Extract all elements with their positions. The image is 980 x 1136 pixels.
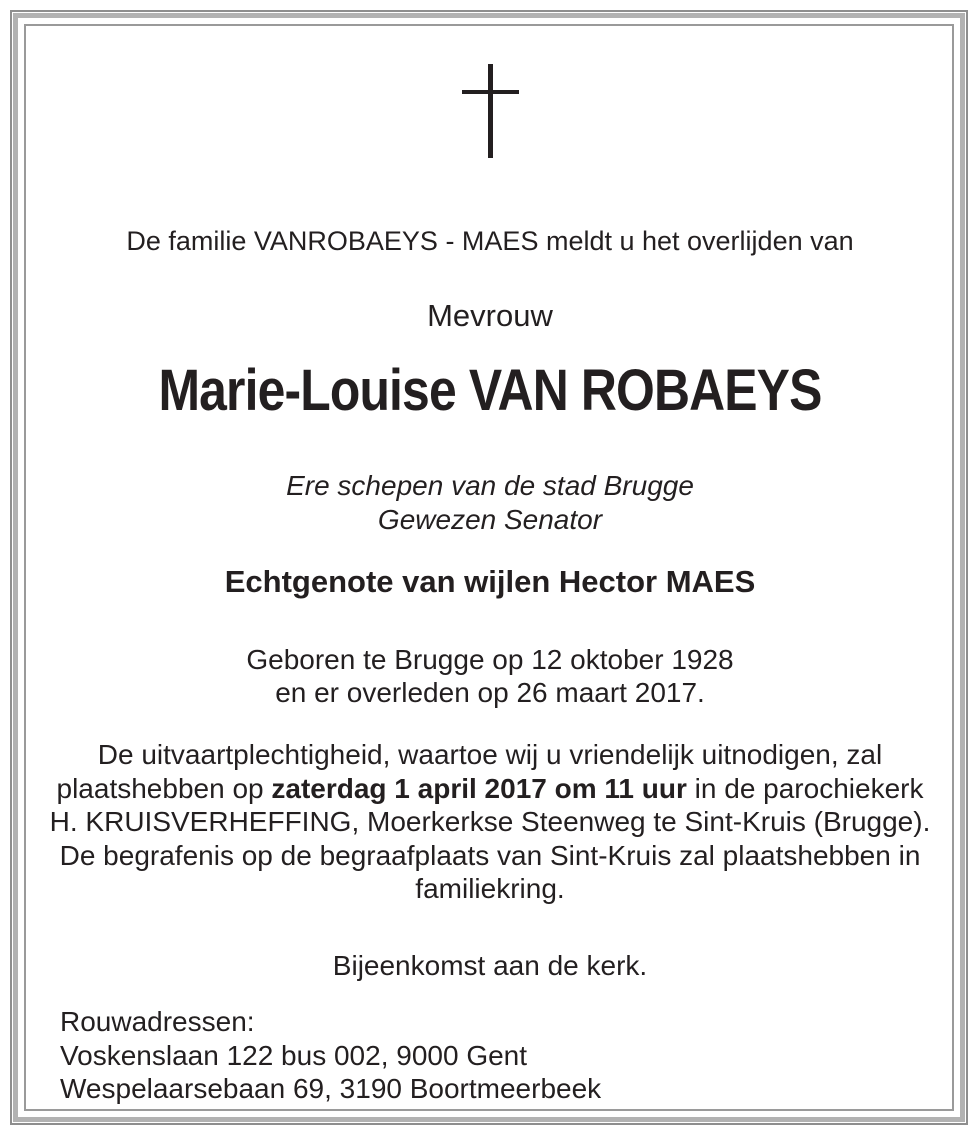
cross-vertical-bar <box>488 64 493 158</box>
deceased-name: Marie-Louise VAN ROBAEYS <box>158 358 822 423</box>
death-line: en er overleden op 26 maart 2017. <box>275 677 705 708</box>
ceremony-datetime: zaterdag 1 april 2017 om 11 uur <box>271 772 687 804</box>
address-line-2: Wespelaarsebaan 69, 3190 Boortmeerbeek <box>60 1073 602 1104</box>
role-line-2: Gewezen Senator <box>377 504 603 535</box>
birth-line: Geboren te Brugge op 12 oktober 1928 <box>246 644 734 675</box>
ceremony-paragraph <box>40 738 940 906</box>
addresses-label: Rouwadressen: <box>60 1006 255 1037</box>
address-line-1: Voskenslaan 122 bus 002, 9000 Gent <box>60 1039 528 1071</box>
spouse-line: Echtgenote van wijlen Hector MAES <box>224 564 756 599</box>
ceremony-text-part1: De uitvaartplechtigheid, waartoe wij u vriendelijk uitnodigen, zal plaatshebben op <box>56 739 883 804</box>
honorific-title: Mevrouw <box>427 298 553 333</box>
gathering-line: Bijeenkomst aan de kerk. <box>332 950 648 981</box>
condolence-addresses <box>60 1005 601 1106</box>
cross-horizontal-bar <box>462 90 519 94</box>
ceremony-text-part2: in de parochiekerk H. KRUISVERHEFFING, Moerkerkse Steenweg te Sint-Kruis (Brugge). De begrafenis op de begraafplaats van Sint-Kruis zal plaatshebben in familiekring. <box>49 772 931 904</box>
role-line-1: Ere schepen van de stad Brugge <box>286 470 694 501</box>
intro-text: De familie VANROBAEYS - MAES meldt u het overlijden van <box>126 226 854 256</box>
cross-icon <box>462 64 519 158</box>
